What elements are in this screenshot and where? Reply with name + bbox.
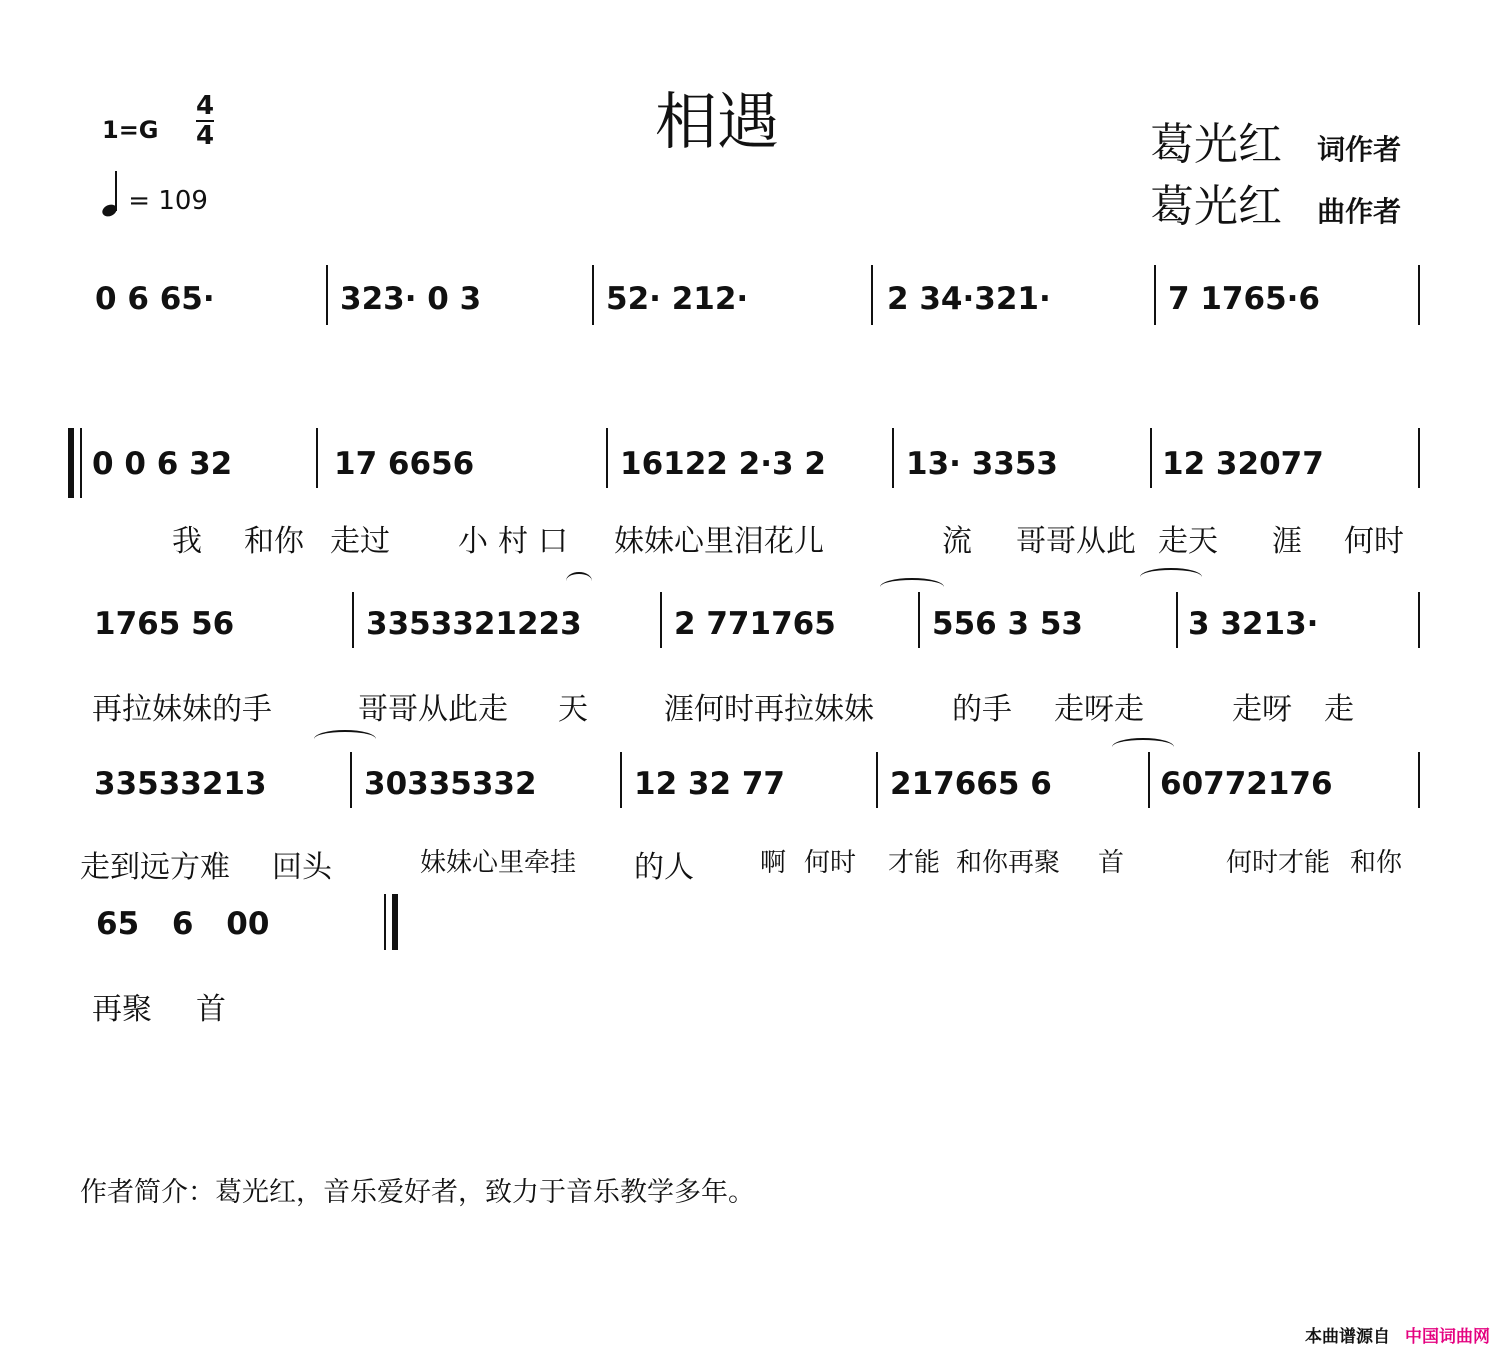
measure: 0 0 6 32 xyxy=(92,446,233,482)
score-line-3 xyxy=(0,588,1500,648)
lyric: 何时 xyxy=(1344,524,1404,559)
lyric: 何时 xyxy=(804,848,857,878)
slur xyxy=(566,572,592,590)
lyricist-credit xyxy=(1150,108,1401,172)
measure: 7 1765·6 xyxy=(1168,281,1320,317)
measure: 556 3 53 xyxy=(932,606,1084,642)
lyric: 和你 xyxy=(244,524,304,559)
barline xyxy=(606,428,608,488)
measure: 52· 212· xyxy=(606,281,749,317)
composer-role: 曲作者 xyxy=(1317,195,1402,228)
measure: 2 34·321· xyxy=(887,281,1051,317)
lyric: 的人 xyxy=(634,850,694,885)
slur xyxy=(1140,568,1202,586)
barline xyxy=(876,752,878,808)
lyrics-line-3 xyxy=(0,684,1500,727)
score-line-4 xyxy=(0,748,1500,808)
slur xyxy=(880,578,944,596)
barline xyxy=(1418,265,1420,325)
score-line-5 xyxy=(0,890,1500,950)
measure: 217665 6 xyxy=(890,766,1052,802)
lyric: 何时才能 xyxy=(1226,848,1331,878)
barline xyxy=(326,265,328,325)
barline xyxy=(871,265,873,325)
tempo-value: = 109 xyxy=(128,186,208,216)
lyric: 走 xyxy=(1324,692,1354,727)
quarter-note-icon xyxy=(100,170,120,216)
lyric: 走天 xyxy=(1158,524,1218,559)
lyric: 的手 xyxy=(952,692,1012,727)
repeat-start-barline xyxy=(68,428,74,498)
lyric: 和你 xyxy=(1350,848,1403,878)
lyricist-name: 葛光红 xyxy=(1150,119,1282,170)
lyric: 涯何时再拉妹妹 xyxy=(664,692,874,727)
barline xyxy=(892,428,894,488)
measure: 60772176 xyxy=(1160,766,1333,802)
lyric: 涯 xyxy=(1272,524,1302,559)
time-signature xyxy=(190,92,220,150)
lyric: 和你再聚 xyxy=(956,848,1061,878)
lyric: 哥哥从此走 xyxy=(358,692,508,727)
barline xyxy=(918,592,920,648)
measure: 65 6 00 xyxy=(96,906,270,942)
lyric: 走到远方难 xyxy=(80,850,230,885)
barline xyxy=(350,752,352,808)
slur xyxy=(314,730,376,748)
barline xyxy=(660,592,662,648)
composer-name: 葛光红 xyxy=(1150,181,1282,232)
barline xyxy=(1418,752,1420,808)
lyric: 再聚 xyxy=(92,992,152,1027)
key-signature: 1=G xyxy=(102,116,159,144)
lyric: 再拉妹妹的手 xyxy=(92,692,272,727)
barline xyxy=(1150,428,1152,488)
lyric: 妹妹心里牵挂 xyxy=(420,848,577,878)
time-signature-bottom: 4 xyxy=(195,121,215,151)
barline xyxy=(352,592,354,648)
measure: 16122 2·3 2 xyxy=(620,446,826,482)
lyric: 我 xyxy=(172,524,202,559)
lyric: 才能 xyxy=(888,848,941,878)
measure: 3 3213· xyxy=(1188,606,1319,642)
measure: 12 32077 xyxy=(1162,446,1324,482)
lyric: 走呀 xyxy=(1232,692,1292,727)
final-barline xyxy=(392,894,398,950)
lyric: 首 xyxy=(1098,848,1125,878)
barline xyxy=(316,428,318,488)
score-line-2 xyxy=(0,428,1500,498)
lyric: 啊 xyxy=(760,848,787,878)
barline xyxy=(620,752,622,808)
lyric: 回头 xyxy=(272,850,332,885)
barline xyxy=(384,894,386,950)
measure: 33533213 xyxy=(94,766,267,802)
lyric: 天 xyxy=(558,692,588,727)
measure: 12 32 77 xyxy=(634,766,786,802)
brand-link[interactable]: 中国词曲网 xyxy=(1405,1327,1490,1347)
measure: 1765 56 xyxy=(94,606,235,642)
song-title: 相遇 xyxy=(655,85,780,158)
measure: 323· 0 3 xyxy=(340,281,482,317)
author-intro: 作者简介：葛光红，音乐爱好者，致力于音乐教学多年。 xyxy=(80,1177,755,1208)
tempo-marking xyxy=(100,170,208,216)
barline xyxy=(592,265,594,325)
barline xyxy=(80,428,82,498)
measure: 13· 3353 xyxy=(906,446,1058,482)
source-label: 本曲谱源自 xyxy=(1305,1327,1390,1347)
lyric: 首 xyxy=(196,992,226,1027)
measure: 0 6 65· xyxy=(95,281,215,317)
barline xyxy=(1418,592,1420,648)
barline xyxy=(1148,752,1150,808)
measure: 2 771765 xyxy=(674,606,836,642)
lyric: 流 xyxy=(942,524,972,559)
barline xyxy=(1176,592,1178,648)
lyrics-line-4 xyxy=(0,842,1500,885)
lyrics-line-2 xyxy=(0,516,1500,559)
lyrics-line-5 xyxy=(0,984,1500,1027)
barline xyxy=(1418,428,1420,488)
lyric: 小村口 xyxy=(458,524,578,559)
lyric: 走过 xyxy=(330,524,390,559)
measure: 3353321223 xyxy=(366,606,582,642)
slur xyxy=(1112,738,1174,756)
score-line-1 xyxy=(0,265,1500,325)
time-signature-top: 4 xyxy=(195,91,215,121)
lyric: 妹妹心里泪花儿 xyxy=(614,524,824,559)
lyric: 走呀走 xyxy=(1054,692,1144,727)
lyricist-role: 词作者 xyxy=(1317,133,1402,166)
measure: 30335332 xyxy=(364,766,537,802)
composer-credit xyxy=(1150,170,1401,234)
lyric: 哥哥从此 xyxy=(1016,524,1136,559)
measure: 17 6656 xyxy=(334,446,475,482)
barline xyxy=(1154,265,1156,325)
